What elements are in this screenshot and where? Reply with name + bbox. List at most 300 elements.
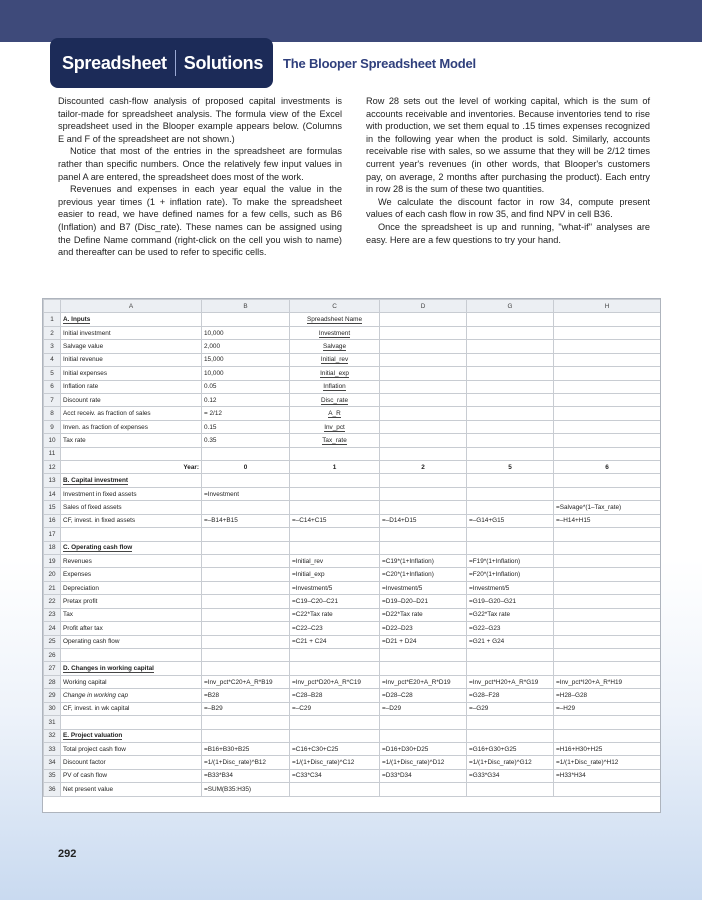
cell[interactable] — [202, 353, 290, 366]
cell[interactable] — [290, 420, 380, 433]
cell[interactable] — [467, 420, 554, 433]
cell[interactable] — [554, 608, 661, 621]
cell[interactable] — [61, 541, 202, 554]
cell[interactable] — [467, 313, 554, 326]
row-number[interactable]: 2 — [44, 326, 61, 339]
cell[interactable] — [202, 528, 290, 541]
cell[interactable] — [467, 581, 554, 594]
cell[interactable] — [554, 353, 661, 366]
cell-value: =C20*(1+Inflation) — [382, 571, 434, 579]
cell[interactable] — [202, 393, 290, 406]
cell[interactable] — [467, 689, 554, 702]
cell[interactable] — [202, 541, 290, 554]
cell[interactable] — [202, 501, 290, 514]
cell[interactable] — [61, 742, 202, 755]
cell[interactable] — [554, 675, 661, 688]
cell[interactable] — [290, 716, 380, 729]
cell[interactable] — [380, 474, 467, 487]
cell[interactable] — [467, 434, 554, 447]
cell[interactable] — [467, 326, 554, 339]
cell[interactable] — [467, 568, 554, 581]
cell[interactable] — [380, 340, 467, 353]
cell[interactable] — [554, 635, 661, 648]
cell[interactable] — [61, 555, 202, 568]
cell[interactable] — [290, 541, 380, 554]
sheet-row — [44, 662, 661, 675]
cell[interactable] — [61, 461, 202, 474]
cell[interactable] — [61, 447, 202, 460]
cell[interactable] — [61, 662, 202, 675]
row-number[interactable]: 32 — [44, 729, 61, 742]
sheet-row — [44, 380, 661, 393]
cell[interactable] — [554, 474, 661, 487]
cell[interactable] — [380, 702, 467, 715]
cell[interactable] — [290, 514, 380, 527]
cell[interactable] — [202, 756, 290, 769]
cell-value: Initial investment — [63, 329, 111, 337]
cell[interactable] — [61, 675, 202, 688]
row-number[interactable]: 4 — [44, 353, 61, 366]
cell[interactable] — [467, 608, 554, 621]
cell-value: CF, invest. in fixed assets — [63, 517, 136, 525]
column-header[interactable] — [44, 300, 61, 313]
sheet-row — [44, 702, 661, 715]
cell[interactable] — [61, 367, 202, 380]
cell[interactable] — [554, 501, 661, 514]
cell[interactable] — [61, 313, 202, 326]
cell[interactable] — [554, 367, 661, 380]
cell[interactable] — [467, 756, 554, 769]
cell[interactable] — [290, 474, 380, 487]
cell[interactable] — [554, 555, 661, 568]
cell[interactable] — [290, 648, 380, 661]
cell[interactable] — [467, 675, 554, 688]
cell[interactable] — [467, 514, 554, 527]
cell[interactable] — [380, 555, 467, 568]
cell[interactable] — [380, 380, 467, 393]
cell[interactable] — [61, 528, 202, 541]
cell[interactable] — [202, 420, 290, 433]
cell[interactable] — [202, 326, 290, 339]
row-number[interactable]: 14 — [44, 487, 61, 500]
cell[interactable] — [202, 783, 290, 796]
cell[interactable] — [554, 595, 661, 608]
cell[interactable] — [202, 568, 290, 581]
cell[interactable] — [290, 742, 380, 755]
cell-value: Spreadsheet Name — [306, 316, 363, 324]
cell[interactable] — [290, 326, 380, 339]
cell-value: A_R — [328, 410, 341, 418]
row-number[interactable]: 31 — [44, 716, 61, 729]
column-header[interactable]: B — [202, 300, 290, 313]
cell[interactable] — [554, 729, 661, 742]
row-number[interactable]: 21 — [44, 581, 61, 594]
cell[interactable] — [202, 769, 290, 782]
cell[interactable] — [61, 380, 202, 393]
cell-value: =C16+C30+C25 — [292, 745, 339, 753]
cell[interactable] — [554, 756, 661, 769]
row-number[interactable]: 22 — [44, 595, 61, 608]
cell[interactable] — [467, 555, 554, 568]
paragraph: Revenues and expenses in each year equal the value in the previous year times (1 + inflation rate). To make the spreadsheet easier to read, we have defined names for a few cells, such as B6 (Inflation) and B7 (Disc_rate). These names can be assigned using the Define Name command (right-click on the cell you wish to name) and thereafter can be used to refer to specific cells. — [58, 184, 342, 258]
sheet-row — [44, 756, 661, 769]
sheet-row — [44, 474, 661, 487]
cell-value: =G28–F28 — [469, 691, 500, 699]
cell[interactable] — [61, 635, 202, 648]
cell[interactable] — [554, 340, 661, 353]
row-number[interactable]: 34 — [44, 756, 61, 769]
cell-value: Discount factor — [63, 759, 106, 767]
cell[interactable] — [290, 555, 380, 568]
row-number[interactable]: 13 — [44, 474, 61, 487]
cell[interactable] — [61, 783, 202, 796]
cell[interactable] — [202, 742, 290, 755]
cell[interactable] — [554, 568, 661, 581]
cell[interactable] — [554, 648, 661, 661]
cell[interactable] — [554, 313, 661, 326]
cell[interactable] — [380, 635, 467, 648]
cell[interactable] — [380, 608, 467, 621]
cell[interactable] — [202, 461, 290, 474]
cell-value: =–B14+B15 — [204, 517, 238, 525]
row-number[interactable]: 30 — [44, 702, 61, 715]
cell[interactable] — [290, 756, 380, 769]
cell[interactable] — [61, 729, 202, 742]
cell[interactable] — [61, 407, 202, 420]
cell[interactable] — [554, 393, 661, 406]
cell-value: =C21 + C24 — [292, 638, 327, 646]
cell[interactable] — [467, 353, 554, 366]
cell[interactable] — [202, 407, 290, 420]
cell[interactable] — [467, 407, 554, 420]
cell[interactable] — [380, 716, 467, 729]
row-number[interactable]: 27 — [44, 662, 61, 675]
cell[interactable] — [380, 393, 467, 406]
cell[interactable] — [467, 783, 554, 796]
cell-value: Acct receiv. as fraction of sales — [63, 410, 151, 418]
cell[interactable] — [202, 434, 290, 447]
cell[interactable] — [290, 581, 380, 594]
cell[interactable] — [380, 756, 467, 769]
cell[interactable] — [380, 689, 467, 702]
row-number[interactable]: 1 — [44, 313, 61, 326]
cell[interactable] — [467, 635, 554, 648]
row-number[interactable]: 23 — [44, 608, 61, 621]
row-number[interactable]: 17 — [44, 528, 61, 541]
row-number[interactable]: 16 — [44, 514, 61, 527]
row-number[interactable]: 29 — [44, 689, 61, 702]
cell[interactable] — [467, 769, 554, 782]
row-number[interactable]: 26 — [44, 648, 61, 661]
cell[interactable] — [380, 622, 467, 635]
cell[interactable] — [380, 326, 467, 339]
cell[interactable] — [290, 622, 380, 635]
cell[interactable] — [61, 434, 202, 447]
row-number[interactable]: 6 — [44, 380, 61, 393]
cell[interactable] — [61, 769, 202, 782]
cell[interactable] — [290, 635, 380, 648]
cell[interactable] — [554, 783, 661, 796]
cell[interactable] — [61, 487, 202, 500]
cell[interactable] — [380, 581, 467, 594]
cell[interactable] — [290, 313, 380, 326]
cell-value: =–D29 — [382, 705, 402, 713]
cell[interactable] — [554, 581, 661, 594]
cell[interactable] — [61, 326, 202, 339]
paragraph: We calculate the discount factor in row 34, compute present values of each cash flow in row 35, and find NPV in cell B36. — [366, 196, 650, 220]
cell[interactable] — [290, 434, 380, 447]
cell[interactable] — [554, 380, 661, 393]
cell[interactable] — [61, 340, 202, 353]
cell[interactable] — [61, 581, 202, 594]
cell[interactable] — [290, 769, 380, 782]
cell[interactable] — [290, 501, 380, 514]
cell-value: E. Project valuation — [63, 732, 123, 740]
cell[interactable] — [290, 595, 380, 608]
row-number[interactable]: 9 — [44, 420, 61, 433]
cell[interactable] — [61, 689, 202, 702]
cell[interactable] — [554, 528, 661, 541]
column-header[interactable]: H — [554, 300, 661, 313]
cell[interactable] — [380, 662, 467, 675]
body-text — [58, 95, 650, 259]
cell[interactable] — [380, 487, 467, 500]
cell[interactable] — [467, 528, 554, 541]
cell[interactable] — [467, 662, 554, 675]
cell[interactable] — [290, 393, 380, 406]
cell-value: =D28–C28 — [382, 691, 413, 699]
row-number[interactable]: 5 — [44, 367, 61, 380]
cell[interactable] — [467, 729, 554, 742]
cell[interactable] — [467, 622, 554, 635]
sheet-row — [44, 461, 661, 474]
cell[interactable] — [61, 474, 202, 487]
column-header[interactable]: G — [467, 300, 554, 313]
cell[interactable] — [202, 675, 290, 688]
cell[interactable] — [554, 769, 661, 782]
cell[interactable] — [202, 555, 290, 568]
cell[interactable] — [290, 380, 380, 393]
cell[interactable] — [202, 514, 290, 527]
cell[interactable] — [554, 662, 661, 675]
cell[interactable] — [380, 461, 467, 474]
cell[interactable] — [467, 393, 554, 406]
cell[interactable] — [202, 313, 290, 326]
row-number[interactable]: 20 — [44, 568, 61, 581]
cell[interactable] — [202, 635, 290, 648]
cell[interactable] — [61, 756, 202, 769]
cell[interactable] — [61, 568, 202, 581]
cell[interactable] — [467, 340, 554, 353]
cell[interactable] — [380, 501, 467, 514]
cell[interactable] — [290, 702, 380, 715]
cell[interactable] — [467, 447, 554, 460]
cell[interactable] — [380, 313, 467, 326]
row-number[interactable]: 12 — [44, 461, 61, 474]
row-number[interactable]: 11 — [44, 447, 61, 460]
cell[interactable] — [290, 353, 380, 366]
cell[interactable] — [61, 393, 202, 406]
cell[interactable] — [380, 675, 467, 688]
row-number[interactable]: 36 — [44, 783, 61, 796]
row-number[interactable]: 25 — [44, 635, 61, 648]
cell[interactable] — [290, 608, 380, 621]
cell[interactable] — [380, 447, 467, 460]
cell[interactable] — [380, 648, 467, 661]
column-header[interactable]: A — [61, 300, 202, 313]
row-number[interactable]: 28 — [44, 675, 61, 688]
cell[interactable] — [467, 487, 554, 500]
cell[interactable] — [467, 501, 554, 514]
row-number[interactable]: 33 — [44, 742, 61, 755]
cell[interactable] — [202, 487, 290, 500]
sheet-row — [44, 353, 661, 366]
cell[interactable] — [467, 461, 554, 474]
cell[interactable] — [61, 608, 202, 621]
cell[interactable] — [290, 568, 380, 581]
cell[interactable] — [380, 353, 467, 366]
column-header[interactable]: C — [290, 300, 380, 313]
sheet-row — [44, 326, 661, 339]
row-number[interactable]: 15 — [44, 501, 61, 514]
cell[interactable] — [380, 769, 467, 782]
cell[interactable] — [61, 420, 202, 433]
cell[interactable] — [202, 729, 290, 742]
cell[interactable] — [380, 367, 467, 380]
cell[interactable] — [467, 474, 554, 487]
spreadsheet-table — [43, 299, 661, 797]
cell[interactable] — [554, 742, 661, 755]
cell-value: =D22–D23 — [382, 624, 413, 632]
cell[interactable] — [380, 541, 467, 554]
cell[interactable] — [380, 434, 467, 447]
cell[interactable] — [290, 407, 380, 420]
row-number[interactable]: 10 — [44, 434, 61, 447]
cell[interactable] — [380, 528, 467, 541]
cell[interactable] — [202, 380, 290, 393]
cell-value: Working capital — [63, 678, 107, 686]
cell[interactable] — [380, 742, 467, 755]
cell[interactable] — [554, 407, 661, 420]
row-number[interactable]: 19 — [44, 555, 61, 568]
cell[interactable] — [202, 447, 290, 460]
cell[interactable] — [61, 514, 202, 527]
cell[interactable] — [202, 716, 290, 729]
cell[interactable] — [554, 716, 661, 729]
cell[interactable] — [202, 340, 290, 353]
cell[interactable] — [380, 568, 467, 581]
cell[interactable] — [61, 716, 202, 729]
cell[interactable] — [554, 420, 661, 433]
cell[interactable] — [290, 783, 380, 796]
cell-value: =SUM(B35:H35) — [204, 785, 252, 793]
cell-value: =–G14+G15 — [469, 517, 505, 525]
row-number[interactable]: 8 — [44, 407, 61, 420]
cell[interactable] — [61, 702, 202, 715]
cell[interactable] — [290, 340, 380, 353]
right-column — [366, 95, 650, 259]
cell-value: 6 — [605, 463, 609, 471]
cell[interactable] — [467, 380, 554, 393]
cell[interactable] — [202, 702, 290, 715]
cell[interactable] — [290, 675, 380, 688]
cell[interactable] — [290, 447, 380, 460]
row-number[interactable]: 7 — [44, 393, 61, 406]
sheet-row — [44, 407, 661, 420]
cell[interactable] — [290, 729, 380, 742]
cell[interactable] — [554, 702, 661, 715]
cell[interactable] — [380, 729, 467, 742]
cell[interactable] — [554, 487, 661, 500]
cell[interactable] — [290, 461, 380, 474]
cell[interactable] — [380, 420, 467, 433]
cell[interactable] — [467, 742, 554, 755]
cell[interactable] — [202, 595, 290, 608]
cell[interactable] — [61, 353, 202, 366]
cell[interactable] — [61, 501, 202, 514]
cell[interactable] — [554, 326, 661, 339]
cell-value: 0.15 — [204, 423, 217, 431]
cell[interactable] — [290, 367, 380, 380]
cell[interactable] — [61, 622, 202, 635]
row-number[interactable]: 18 — [44, 541, 61, 554]
cell[interactable] — [554, 461, 661, 474]
row-number[interactable]: 24 — [44, 622, 61, 635]
cell-value: Operating cash flow — [63, 638, 120, 646]
cell[interactable] — [290, 487, 380, 500]
cell[interactable] — [380, 783, 467, 796]
sheet-row — [44, 622, 661, 635]
sheet-row — [44, 675, 661, 688]
paragraph: Row 28 sets out the level of working capital, which is the sum of accounts receivable and inventories. Because inventories tend to rise with production, we set them equal to .15 times expenses recognized in the following year when the product is sold. Similarly, accounts receivable rise with sales, so we assume that they will be 2/12 times current year's revenues (in other words, that Blooper's customers pay, on average, 2 months after purchasing the product). Each entry in row 28 is the sum of these two quantities. — [366, 96, 650, 195]
cell[interactable] — [202, 608, 290, 621]
cell[interactable] — [380, 595, 467, 608]
column-header[interactable]: D — [380, 300, 467, 313]
cell[interactable] — [554, 514, 661, 527]
cell[interactable] — [380, 407, 467, 420]
cell[interactable] — [554, 622, 661, 635]
sheet-row — [44, 742, 661, 755]
cell[interactable] — [467, 541, 554, 554]
cell[interactable] — [290, 528, 380, 541]
cell[interactable] — [202, 648, 290, 661]
cell[interactable] — [467, 595, 554, 608]
cell[interactable] — [290, 662, 380, 675]
row-number[interactable]: 3 — [44, 340, 61, 353]
cell[interactable] — [554, 447, 661, 460]
cell[interactable] — [467, 702, 554, 715]
cell[interactable] — [202, 367, 290, 380]
cell[interactable] — [202, 581, 290, 594]
row-number[interactable]: 35 — [44, 769, 61, 782]
sheet-row — [44, 447, 661, 460]
cell[interactable] — [202, 474, 290, 487]
cell[interactable] — [467, 716, 554, 729]
cell[interactable] — [467, 648, 554, 661]
cell[interactable] — [202, 622, 290, 635]
cell[interactable] — [554, 541, 661, 554]
cell[interactable] — [554, 689, 661, 702]
cell[interactable] — [202, 662, 290, 675]
cell[interactable] — [61, 595, 202, 608]
cell[interactable] — [380, 514, 467, 527]
cell[interactable] — [290, 689, 380, 702]
cell[interactable] — [554, 434, 661, 447]
cell[interactable] — [467, 367, 554, 380]
cell[interactable] — [202, 689, 290, 702]
sheet-row — [44, 581, 661, 594]
cell[interactable] — [61, 648, 202, 661]
